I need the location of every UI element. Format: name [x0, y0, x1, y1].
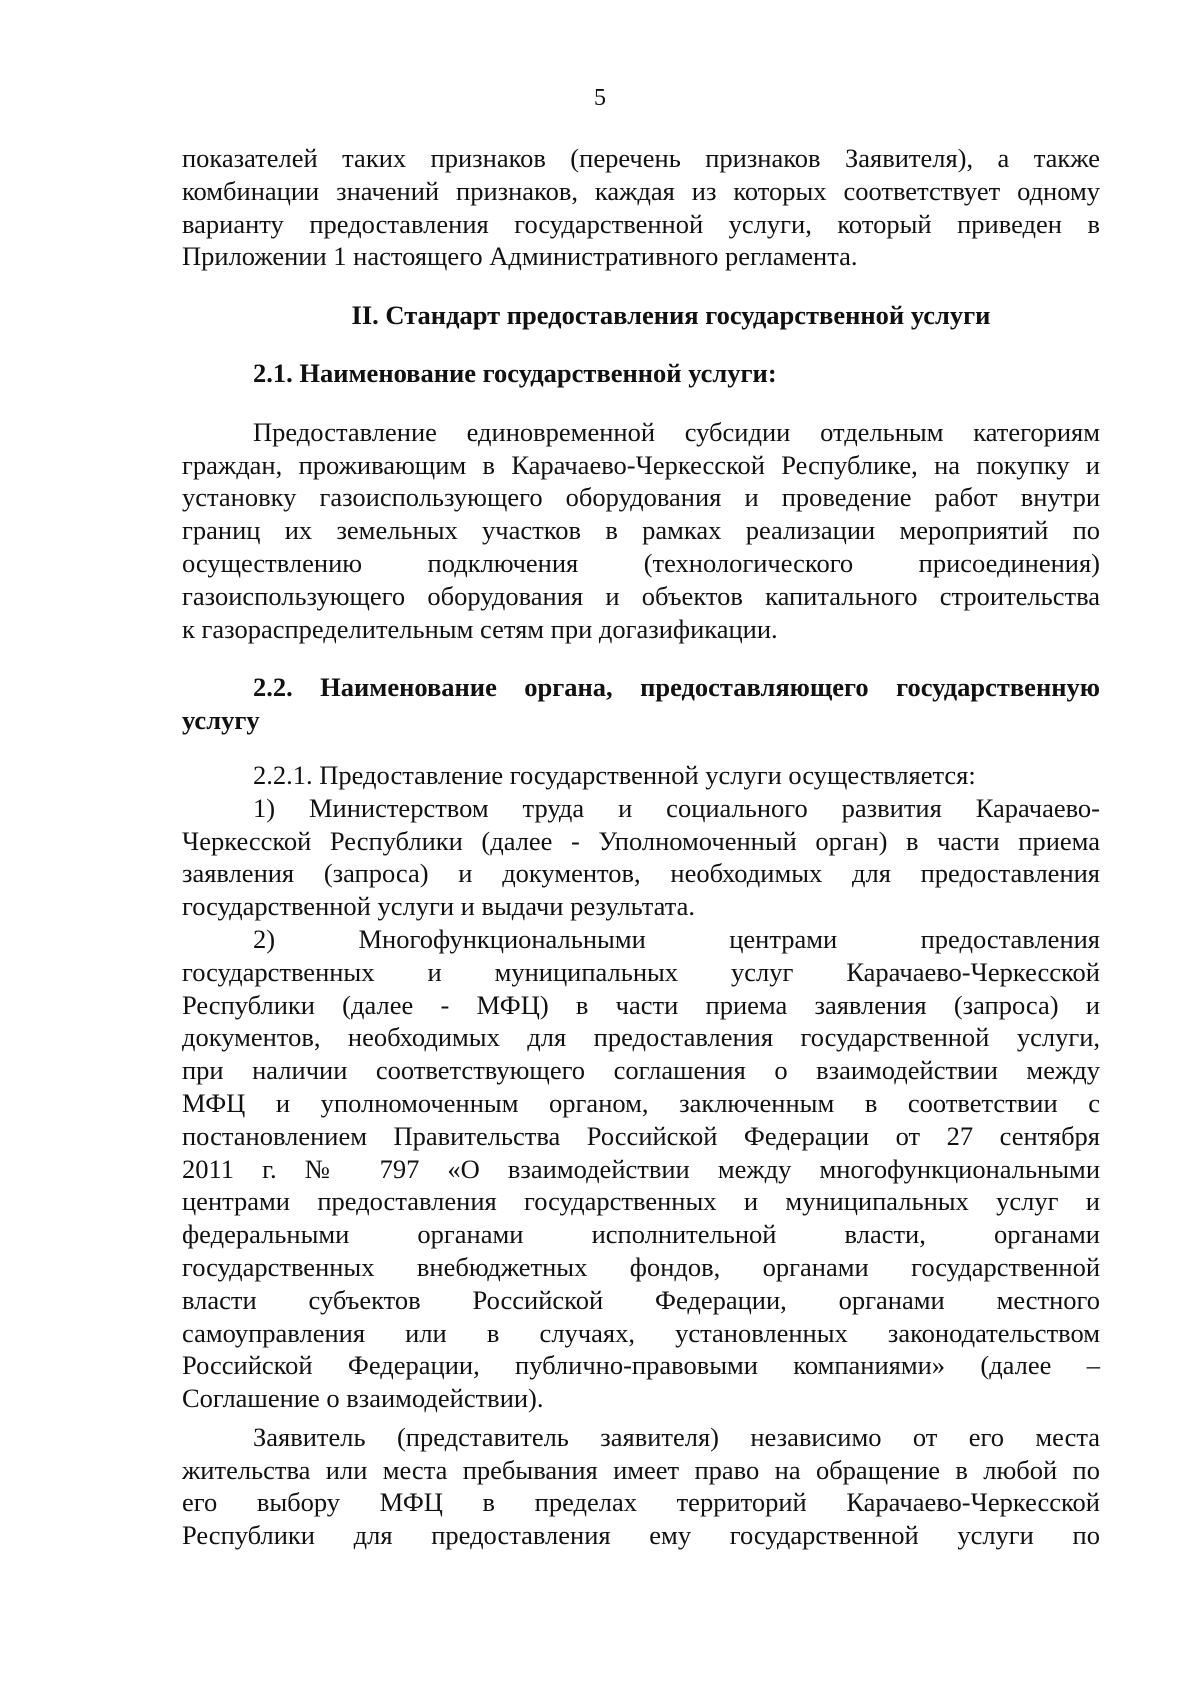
- list-item-1: [182, 792, 1100, 923]
- text-line: государственных внебюджетных фондов, органами государственной: [182, 1251, 1100, 1282]
- subsection-2-1-body: [182, 416, 1100, 646]
- subsection-2-1-heading: 2.1. Наименование государственной услуги:: [253, 357, 777, 388]
- text-line: государственных и муниципальных услуг Карачаево-Черкесской: [182, 956, 1100, 987]
- text-line: газоиспользующего оборудования и объектов капитального строительства: [182, 580, 1100, 611]
- text-line: Соглашение о взаимодействии).: [182, 1383, 544, 1414]
- text-line: Республики для предоставления ему государственной услуги по: [182, 1520, 1100, 1551]
- text-line: 2.2.1. Предоставление государственной услуги осуществляется:: [253, 759, 976, 790]
- intro-paragraph: [182, 142, 1100, 273]
- text-line: к газораспределительным сетям при догазификации.: [182, 613, 778, 644]
- subsection-2-2-heading: [182, 671, 1100, 737]
- text-line: Предоставление единовременной субсидии отдельным категориям: [253, 416, 1100, 447]
- page-number: 5: [594, 85, 606, 111]
- text-line: самоуправления или в случаях, установленных законодательством: [182, 1317, 1100, 1348]
- heading-line: услугу: [182, 705, 260, 736]
- clause-2-2-1: [182, 759, 1100, 792]
- text-line: заявления (запроса) и документов, необходимых для предоставления: [182, 858, 1100, 889]
- applicant-paragraph: [182, 1421, 1100, 1552]
- text-line: Республики (далее - МФЦ) в части приема заявления (запроса) и: [182, 989, 1100, 1020]
- text-line: Российской Федерации, публично-правовыми компаниями» (далее –: [182, 1350, 1100, 1381]
- text-line: федеральными органами исполнительной власти, органами: [182, 1219, 1100, 1250]
- text-line: МФЦ и уполномоченным органом, заключенным в соответствии с: [182, 1087, 1100, 1118]
- page-content: [182, 140, 1100, 1552]
- text-line: показателей таких признаков (перечень признаков Заявителя), а также: [182, 143, 1100, 173]
- text-line: государственной услуги и выдачи результата.: [182, 891, 695, 922]
- text-line: власти субъектов Российской Федерации, органами местного: [182, 1284, 1100, 1315]
- text-line: Заявитель (представитель заявителя) независимо от его места: [253, 1421, 1100, 1452]
- text-line: Приложении 1 настоящего Административного регламента.: [182, 241, 858, 272]
- text-line: варианту предоставления государственной услуги, который приведен в: [182, 208, 1100, 239]
- heading-line: 2.2. Наименование органа, предоставляющего государственную: [253, 672, 1100, 703]
- section-heading: II. Стандарт предоставления государственной услуги: [351, 300, 991, 331]
- text-line: установку газоиспользующего оборудования и проведение работ внутри: [182, 482, 1100, 513]
- text-line: Черкесской Республики (далее - Уполномоченный орган) в части приема: [182, 825, 1100, 856]
- text-line: границ их земельных участков в рамках реализации мероприятий по: [182, 515, 1100, 546]
- text-line: 2) Многофункциональными центрами предоставления: [253, 923, 1100, 954]
- text-line: при наличии соответствующего соглашения о взаимодействии между: [182, 1055, 1100, 1086]
- text-line: комбинации значений признаков, каждая из которых соответствует одному: [182, 175, 1100, 206]
- text-line: центрами предоставления государственных и муниципальных услуг и: [182, 1186, 1100, 1217]
- text-line: постановлением Правительства Российской Федерации от 27 сентября: [182, 1120, 1100, 1151]
- text-line: жительства или места пребывания имеет право на обращение в любой по: [182, 1454, 1100, 1485]
- text-line: 1) Министерством труда и социального развития Карачаево-: [253, 792, 1100, 823]
- list-item-2: [182, 923, 1100, 1415]
- text-line: его выбору МФЦ в пределах территорий Карачаево-Черкесской: [182, 1487, 1100, 1518]
- text-line: граждан, проживающим в Карачаево-Черкесской Республике, на покупку и: [182, 449, 1100, 480]
- text-line: осуществлению подключения (технологического присоединения): [182, 547, 1100, 578]
- text-line: документов, необходимых для предоставления государственной услуги,: [182, 1022, 1100, 1053]
- text-line: 2011 г. № 797 «О взаимодействии между многофункциональными: [182, 1153, 1100, 1184]
